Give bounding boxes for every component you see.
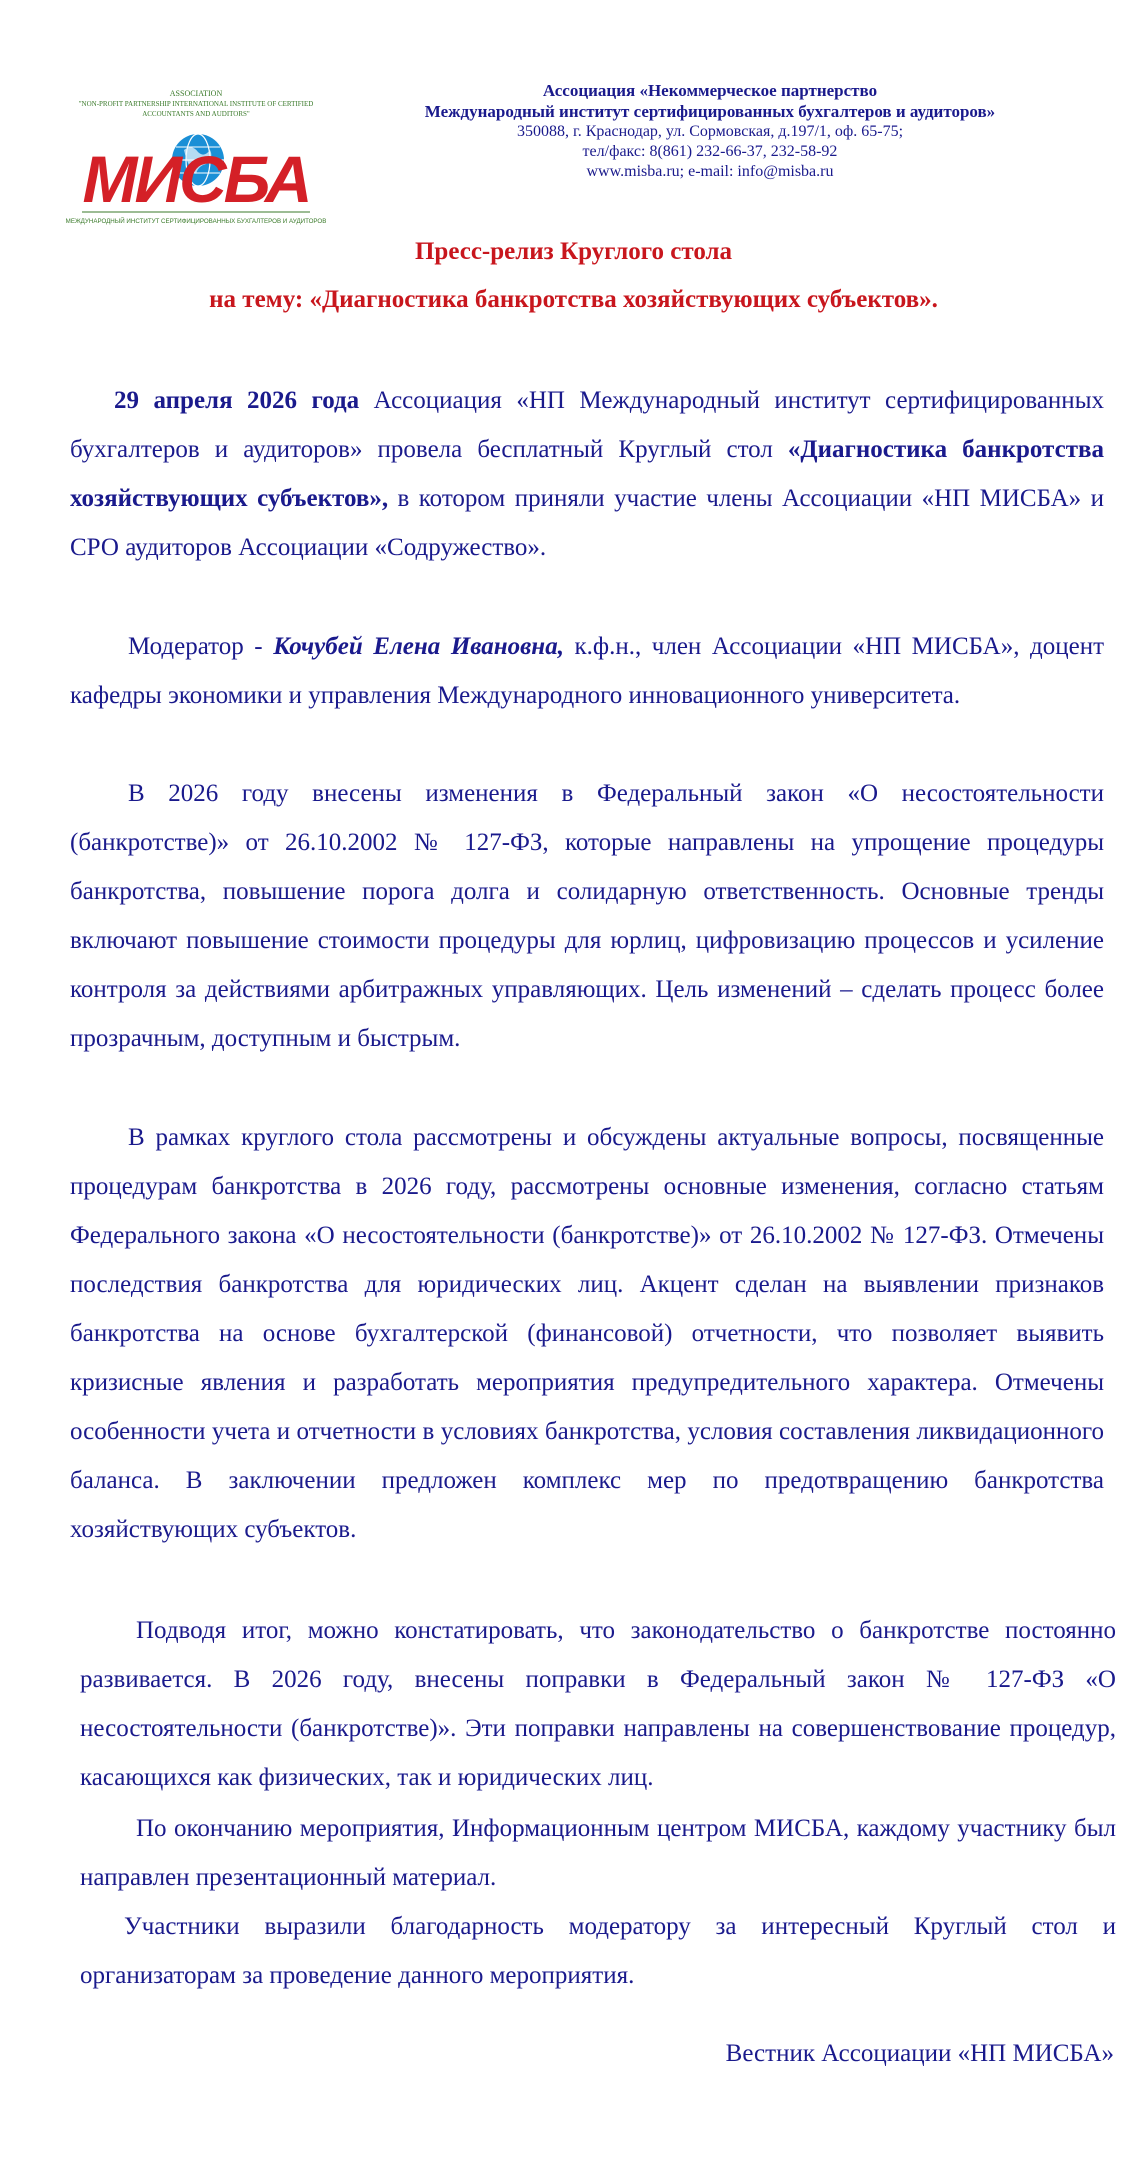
moderator-name: Кочубей Елена Ивановна, xyxy=(273,633,564,660)
round-table-topic: «Диагностика банкротства хозяйствующих субъектов», xyxy=(70,436,1105,512)
logo-brand-word: МИСБА xyxy=(82,142,310,216)
paragraph-summary: Подводя итог, можно констатировать, что законодательство о банкротстве постоянно развивается. В 2026 году, внесены поправки в Федеральный закон № 127-ФЗ «О несостоятельности (банкротстве)». Эти поправки направлены на совершенствование процедур, касающихся как физических, так и юридических лиц. xyxy=(80,1617,1116,1791)
moderator-lead: Модератор - xyxy=(128,633,274,660)
paragraph-thanks: Участники выразили благодарность модератору за интересный Круглый стол и организаторам за проведение данного мероприятия. xyxy=(80,1913,1116,1989)
misba-logo xyxy=(65,86,327,232)
moderator-text: к.ф.н., член Ассоциации «НП МИСБА», доцент кафедры экономики и управления Международного инновационного университета. xyxy=(70,633,1105,709)
org-address: 350088, г. Краснодар, ул. Сормовская, д.197/1, оф. 65-75; xyxy=(516,123,904,140)
paragraph-moderator xyxy=(70,622,1104,720)
org-phone: тел/факс: 8(861) 232-66-37, 232-58-92 xyxy=(582,143,838,160)
organization-header xyxy=(340,80,1080,182)
event-date: 29 апреля 2026 года xyxy=(114,387,360,414)
paragraph-law-changes: В 2026 году внесены изменения в Федеральный закон «О несостоятельности (банкротстве)» от 26.10.2002 № 127-ФЗ, которые направлены на упрощение процедуры банкротства, повышение порога долга и солидарную ответственность. Основные тренды включают повышение стоимости процедуры для юрлиц, цифровизацию процессов и усиление контроля за действиями арбитражных управляющих. Цель изменений – сделать процесс более прозрачным, доступным и быстрым. xyxy=(70,780,1104,1052)
logo-association-line2: "NON-PROFIT PARTNERSHIP INTERNATIONAL INSTITUTE OF CERTIFIED xyxy=(78,100,314,108)
signature: Вестник Ассоциации «НП МИСБА» xyxy=(725,2040,1114,2067)
paragraph-materials: По окончанию мероприятия, Информационным центром МИСБА, каждому участнику был направлен презентационный материал. xyxy=(80,1815,1116,1891)
org-title-line2: Международный институт сертифицированных бухгалтеров и аудиторов» xyxy=(424,102,996,121)
logo-association-line1: ASSOCIATION xyxy=(169,89,223,98)
press-release-topic: на тему: «Диагностика банкротства хозяйствующих субъектов». xyxy=(209,286,938,313)
paragraph-discussion: В рамках круглого стола рассмотрены и обсуждены актуальные вопросы, посвященные процедурам банкротства в 2026 году, рассмотрены основные изменения, согласно статьям Федерального закона «О несостоятельности (банкротстве)» от 26.10.2002 № 127-ФЗ. Отмечены последствия банкротства для юридических лиц. Акцент сделан на выявлении признаков банкротства на основе бухгалтерской (финансовой) отчетности, что позволяет выявить кризисные явления и разработать мероприятия предупредительного характера. Отмечены особенности учета и отчетности в условиях банкротства, условия составления ликвидационного баланса. В заключении предложен комплекс мер по предотвращению банкротства хозяйствующих субъектов. xyxy=(70,1124,1104,1543)
logo-association-line3: ACCOUNTANTS AND AUDITORS" xyxy=(142,110,250,118)
intro-text-a: Ассоциация «НП Международный институт сертифицированных бухгалтеров и аудиторов» провела бесплатный Круглый стол xyxy=(70,387,1104,463)
logo-bottom-text: МЕЖДУНАРОДНЫЙ ИНСТИТУТ СЕРТИФИЦИРОВАННЫХ БУХГАЛТЕРОВ И АУДИТОРОВ xyxy=(65,218,327,225)
org-title-line1: Ассоциация «Некоммерческое партнерство xyxy=(542,81,878,100)
intro-text-b: в котором приняли участие члены Ассоциации «НП МИСБА» и СРО аудиторов Ассоциации «Содружество». xyxy=(70,485,1104,561)
paragraph-intro xyxy=(70,376,1104,572)
org-web-contacts: www.misba.ru; e-mail: info@misba.ru xyxy=(586,163,834,180)
press-release-title: Пресс-релиз Круглого стола xyxy=(414,238,733,265)
